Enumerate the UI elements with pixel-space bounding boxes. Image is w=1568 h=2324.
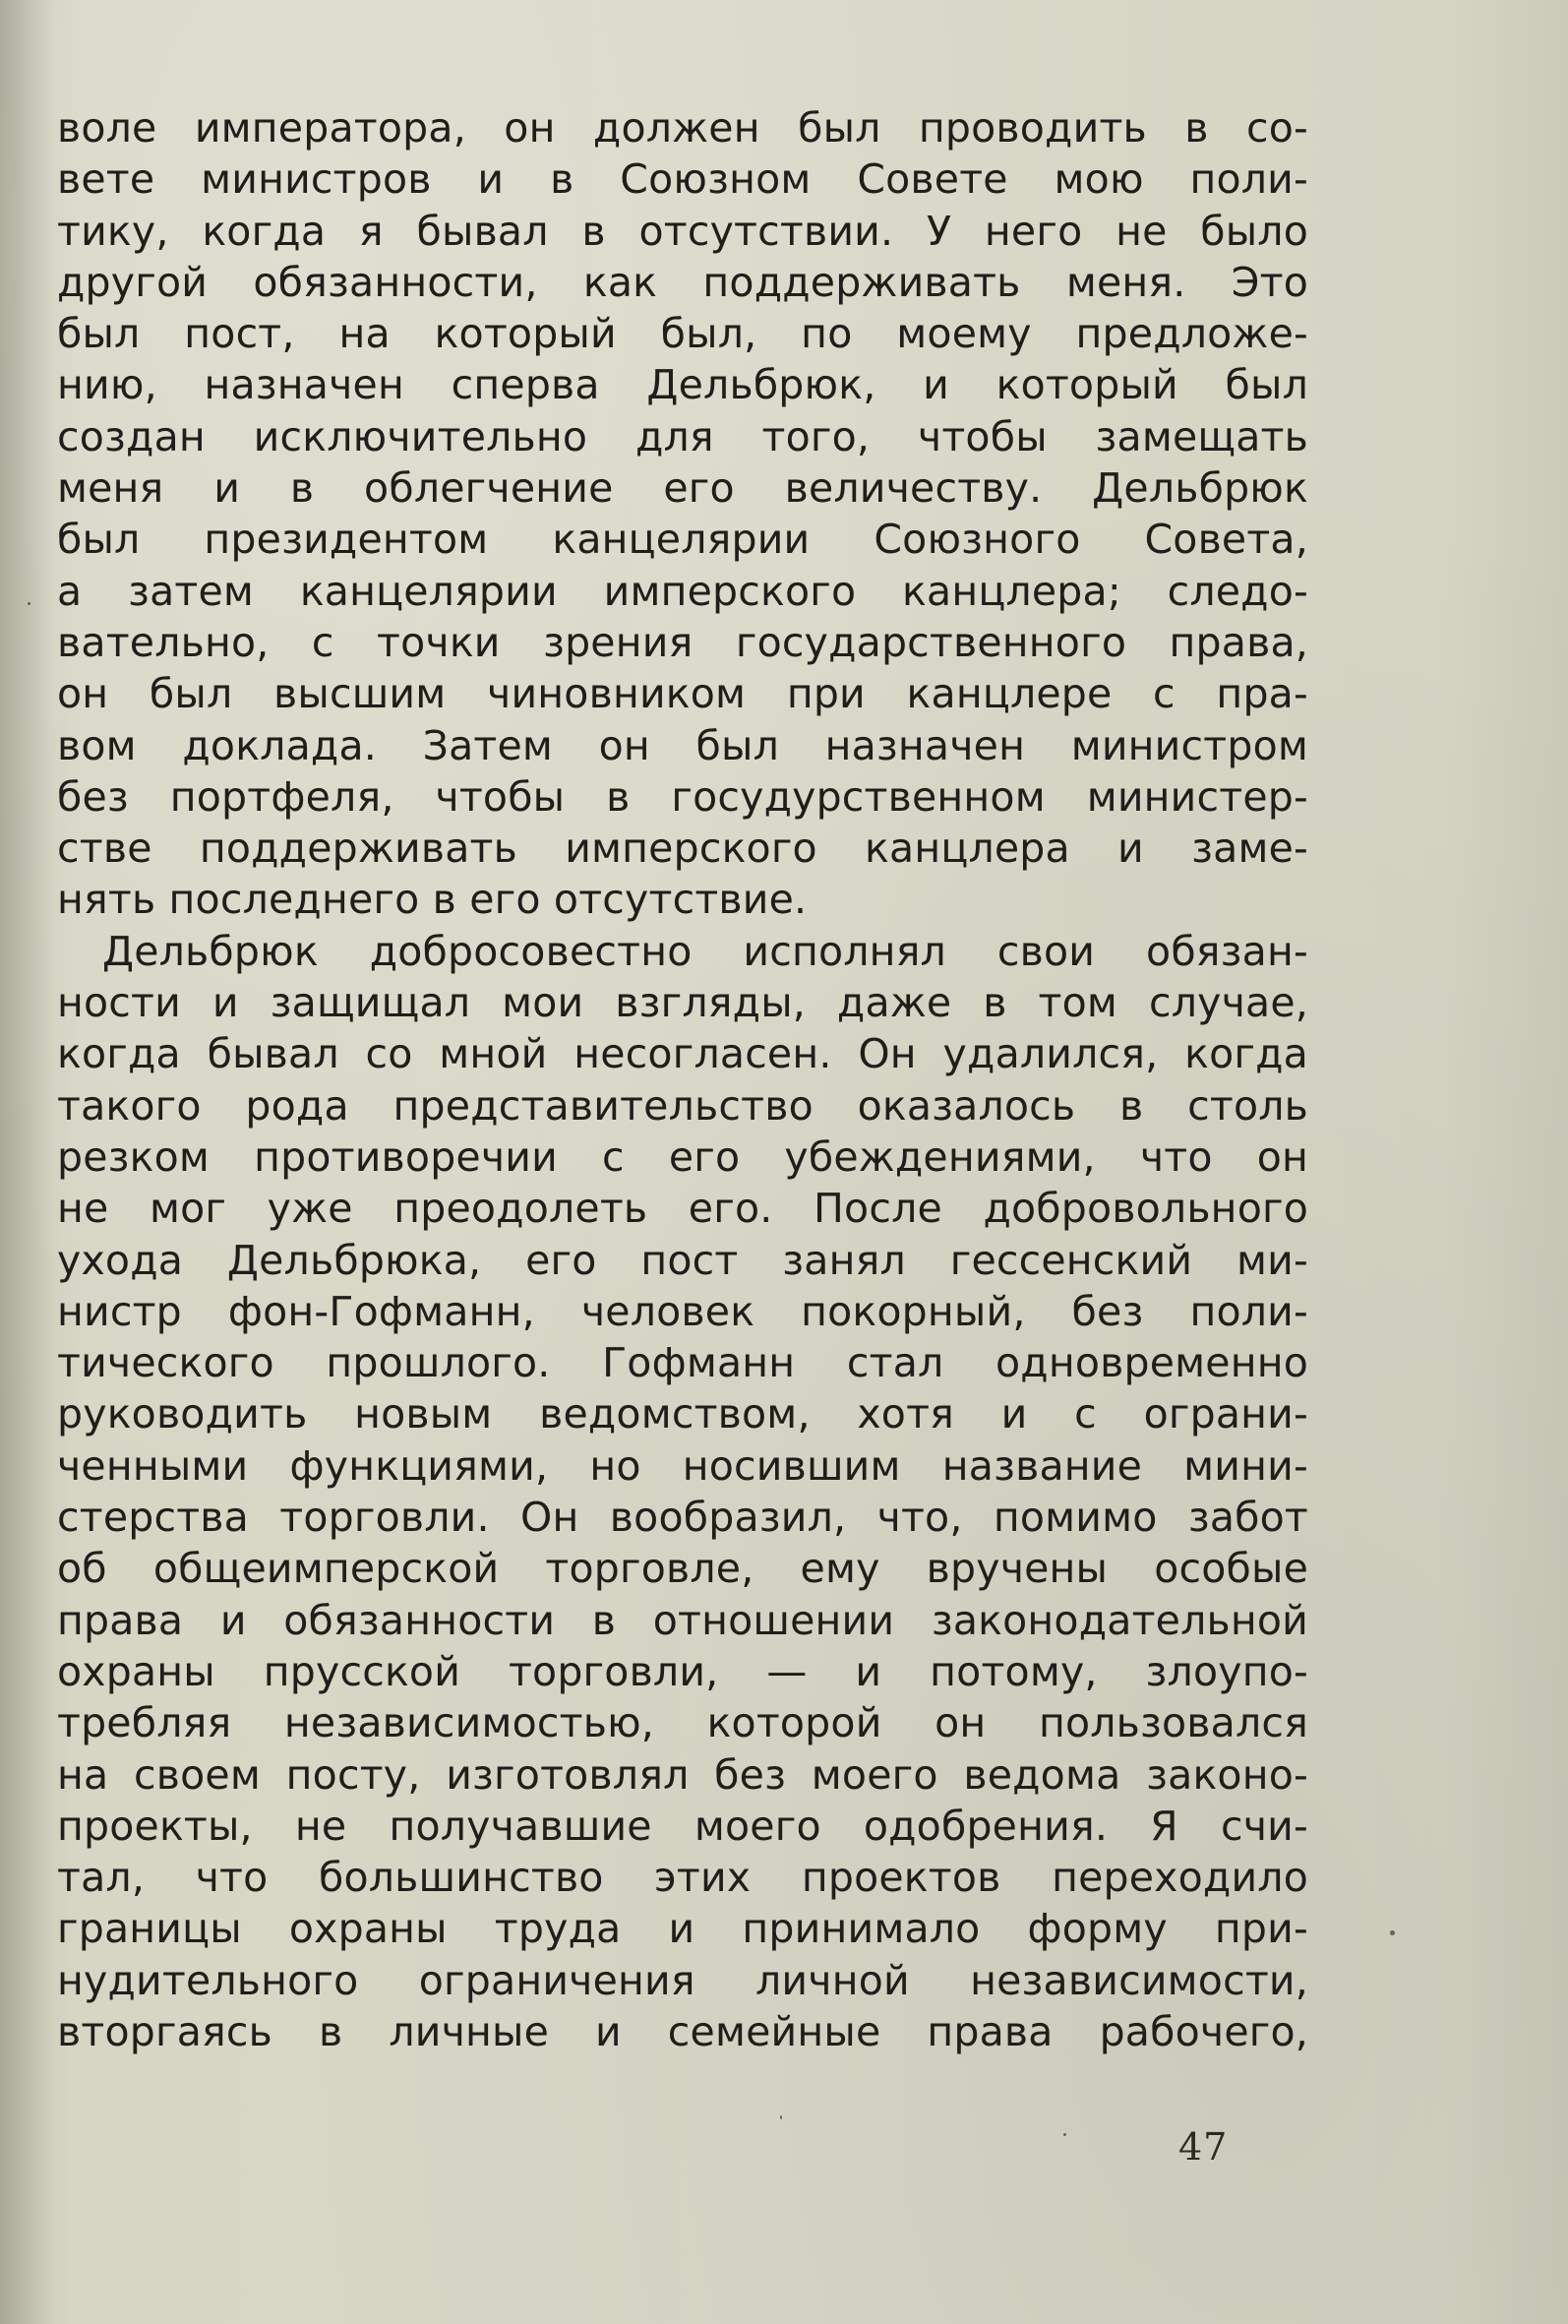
text-line: вторгаясь в личные и семейные права рабочего, xyxy=(57,2007,1308,2055)
text-line: ченными функциями, но носившим название мини- xyxy=(57,1441,1308,1490)
paragraph-first-line: Дельбрюк добросовестно исполнял свои обязан- xyxy=(102,927,1308,975)
body-text xyxy=(57,102,1308,2057)
text-line: охраны прусской торговли, — и потому, злоупо- xyxy=(57,1647,1308,1695)
text-line: требляя независимостью, которой он пользовался xyxy=(57,1699,1308,1747)
paper-speck xyxy=(780,2115,782,2119)
text-line: был президентом канцелярии Союзного Совета, xyxy=(57,516,1308,564)
text-line: такого рода представительство оказалось в столь xyxy=(57,1081,1308,1130)
paper-speck xyxy=(1390,1930,1395,1935)
text-line: когда бывал со мной несогласен. Он удалился, когда xyxy=(57,1030,1308,1078)
text-line: тал, что большинство этих проектов переходило xyxy=(57,1854,1308,1902)
text-line: вом доклада. Затем он был назначен министром xyxy=(57,721,1308,769)
page-number: 47 xyxy=(1178,2125,1229,2169)
text-line: нудительного ограничения личной независимости, xyxy=(57,1956,1308,2004)
paper-speck xyxy=(28,602,30,605)
text-line: тику, когда я бывал в отсутствии. У него не было xyxy=(57,207,1308,255)
text-line: проекты, не получавшие моего одобрения. Я счи- xyxy=(57,1802,1308,1850)
text-line: нистр фон-Гофманн, человек покорный, без поли- xyxy=(57,1287,1308,1335)
spine-shadow xyxy=(0,0,54,2324)
text-line: другой обязанности, как поддерживать меня. Это xyxy=(57,258,1308,306)
text-line: ности и защищал мои взгляды, даже в том случае, xyxy=(57,979,1308,1027)
text-line: вательно, с точки зрения государственного права, xyxy=(57,618,1308,666)
text-line: был пост, на который был, по моему предложе- xyxy=(57,310,1308,358)
text-line: ухода Дельбрюка, его пост занял гессенский ми- xyxy=(57,1236,1308,1284)
text-line: руководить новым ведомством, хотя и с ограни- xyxy=(57,1390,1308,1438)
text-line: воле императора, он должен был проводить в со- xyxy=(57,104,1308,152)
text-line: резком противоречии с его убеждениями, что он xyxy=(57,1132,1308,1181)
paragraph-end-line: нять последнего в его отсутствие. xyxy=(57,876,808,924)
text-line: на своем посту, изготовлял без моего ведома законо- xyxy=(57,1750,1308,1799)
text-line: он был высшим чиновником при канцлере с пра- xyxy=(57,670,1308,718)
text-line: вете министров и в Союзном Совете мою поли- xyxy=(57,155,1308,204)
text-line: об общеимперской торговле, ему вручены особые xyxy=(57,1545,1308,1593)
text-line: стве поддерживать имперского канцлера и заме- xyxy=(57,825,1308,873)
text-line: тического прошлого. Гофманн стал одновременно xyxy=(57,1339,1308,1387)
text-line: нию, назначен сперва Дельбрюк, и который был xyxy=(57,361,1308,409)
text-line: создан исключительно для того, чтобы замещать xyxy=(57,412,1308,460)
text-line: не мог уже преодолеть его. После добровольного xyxy=(57,1185,1308,1233)
text-line: стерства торговли. Он вообразил, что, помимо забот xyxy=(57,1494,1308,1542)
text-line: границы охраны труда и принимало форму при- xyxy=(57,1905,1308,1953)
text-line: а затем канцелярии имперского канцлера; следо- xyxy=(57,567,1308,615)
text-line: без портфеля, чтобы в госудурственном министер- xyxy=(57,772,1308,821)
paper-speck xyxy=(1063,2133,1066,2136)
text-line: права и обязанности в отношении законодательной xyxy=(57,1596,1308,1644)
text-line: меня и в облегчение его величеству. Дельбрюк xyxy=(57,464,1308,513)
